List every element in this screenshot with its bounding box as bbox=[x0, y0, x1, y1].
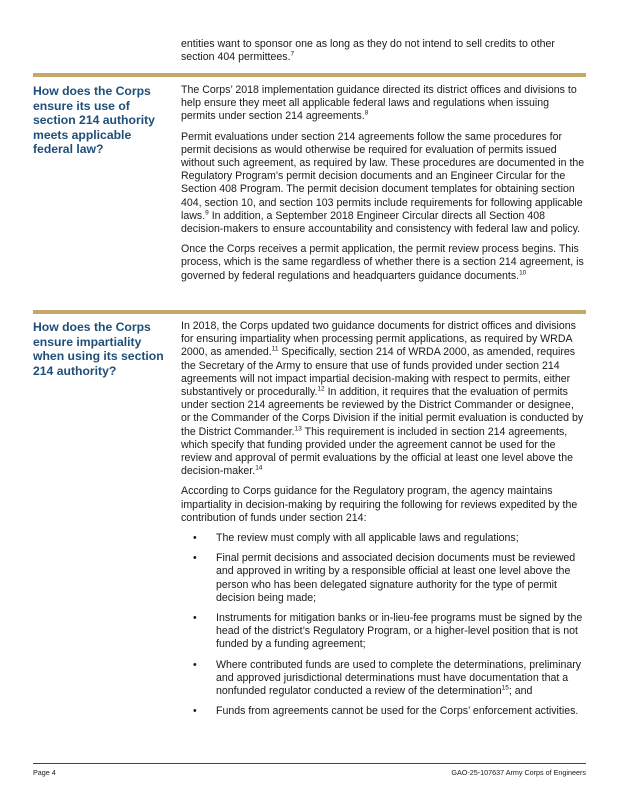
continuation-paragraph: entities want to sponsor one as long as they do not intend to sell credits to other section 404 permittees.$^7$ bbox=[181, 38, 555, 64]
section-heading: How does the Corps ensure its use of section 214 authority meets applicable federal law? bbox=[33, 84, 155, 157]
section-content bbox=[181, 320, 586, 725]
section-content bbox=[181, 84, 586, 290]
paragraph: Once the Corps receives a permit application, the permit review process begins. This process, which is the same regardless of whether there is a section 214 agreement, is governed by federal regulations and headquarters guidance documents.$^{10}$ bbox=[181, 243, 584, 282]
footnote-ref: 10 bbox=[519, 269, 527, 277]
bullet-icon: • bbox=[193, 552, 197, 565]
list-item: • Final permit decisions and associated decision documents must be reviewed and approved in writing by a responsible official at least one level above the person who has been delegated signature authority for the type of permit decision being made; bbox=[193, 552, 576, 604]
footnote-ref: 14 bbox=[255, 464, 263, 472]
bullet-icon: • bbox=[193, 658, 197, 671]
footnote-ref: 15 bbox=[501, 684, 509, 692]
paragraph: According to Corps guidance for the Regulatory program, the agency maintains impartiality in decision-making by requiring the following for reviews expedited by the contribution of funds under section 214: bbox=[181, 485, 578, 524]
section-divider bbox=[33, 73, 586, 77]
paragraph: The Corps’ 2018 implementation guidance directed its district offices and divisions to help ensure they meet all applicable federal laws and regulations when issuing permits under section 214 agreements.$^8$ bbox=[181, 84, 577, 123]
footnote-ref: 9 bbox=[205, 209, 209, 217]
bullet-list bbox=[181, 532, 586, 718]
footnote-ref: 13 bbox=[294, 425, 302, 433]
paragraph: Permit evaluations under section 214 agreements follow the same procedures for permit decisions as would otherwise be required for evaluation of permits issued without such agreement, as required by law. These procedures are documented in the Regulatory Program’s permit decision documents and an Engineer Circular for the Section 408 Program. The permit decision document templates for obtaining section 404, section 10, and section 103 permits include requirements for following applicable laws.$^9$ In addition, a September 2018 Engineer Circular directs all Section 408 decision-makers to ensure accountability and consistency with federal law and policy. bbox=[181, 130, 585, 236]
list-item: • The review must comply with all applicable laws and regulations; bbox=[193, 532, 519, 545]
bullet-icon: • bbox=[193, 612, 197, 625]
page-number: Page 4 bbox=[33, 768, 56, 777]
paragraph: In 2018, the Corps updated two guidance documents for district offices and divisions for ensuring impartiality when processing permit applications, as required by WRDA 2000, as amended.$^{11}$ Specifically, section 214 of WRDA 2000, as amended, requires the Secretary of the Army to ensure that use of funds provided under section 214 agreements will not impact impartial decision-making with respect to permits, either substantively or procedurally.$^{12}$ In addition, it requires that the evaluation of permits under section 214 agreements be reviewed by the District Commander or designee, or the Commander of the Corps Division if the initial permit evaluation is conducted by the District Commander.$^{13}$ This requirement is included in section 214 agreements, which specify that funding provided under the agreement cannot be used for the review and approval of permit evaluations by the official at least one level above the decision-maker.$^{14}$ bbox=[181, 320, 584, 478]
bullet-icon: • bbox=[193, 705, 197, 718]
list-item: • Funds from agreements cannot be used for the Corps’ enforcement activities. bbox=[193, 705, 579, 718]
footnote-ref: 12 bbox=[317, 385, 325, 393]
footnote-ref: 7 bbox=[290, 50, 295, 58]
footnote-ref: 11 bbox=[271, 345, 279, 353]
section-heading: How does the Corps ensure impartiality when using its section 214 authority? bbox=[33, 320, 164, 378]
footnote-ref: 8 bbox=[364, 109, 369, 117]
bullet-icon: • bbox=[193, 532, 197, 545]
report-number: GAO-25-107637 Army Corps of Engineers bbox=[451, 768, 586, 777]
section-divider bbox=[33, 310, 586, 314]
list-item: • Instruments for mitigation banks or in-lieu-fee programs must be signed by the head of the district’s Regulatory Program, or a higher-level position that is not funded by a funding agreement; bbox=[193, 612, 583, 651]
footer-divider bbox=[33, 763, 586, 764]
list-item: • Where contributed funds are used to complete the determinations, preliminary and approved jurisdictional determinations must have documentation that a nonfunded regulator conducted a review of the determination$^{15}$; and bbox=[193, 658, 582, 698]
